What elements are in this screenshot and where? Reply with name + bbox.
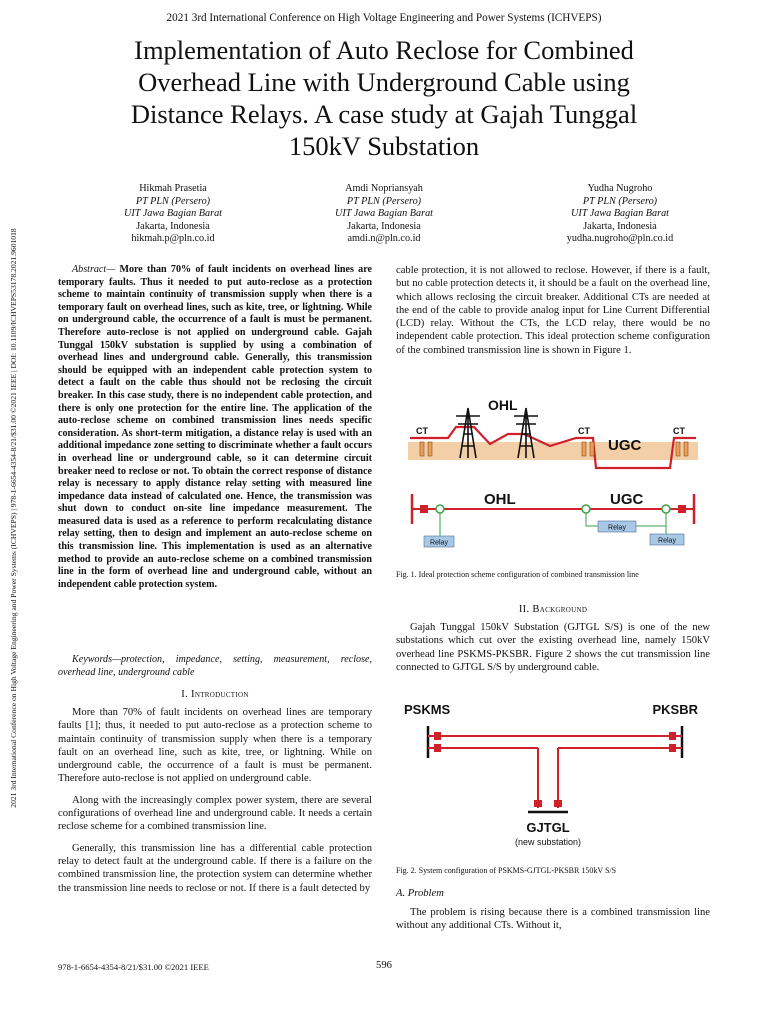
pskms-label: PSKMS [404, 702, 451, 717]
right-column-paragraph [396, 264, 710, 357]
background-body [396, 621, 710, 674]
relay-wire [586, 513, 598, 526]
abstract-body: More than 70% of fault incidents on overhead lines are temporary faults. Thus it needed to put auto-reclose as a protection scheme to maintain continuity of transmission supply when there is a temporary fault on overhead lines, such as kite, tree, or lightning. While on underground cable, the occurrence of a fault is must be permanent. Therefore auto-reclose is not applied on underground cable. Gajah Tunggal 150kV substation is supplied by using a combination of overhead lines and underground cable. Generally, this transmission should be equipped with an independent cable protection system to detect a fault on the cable thus should not be reclosing the circuit breaker. In this case study, there is no independent cable protection, and there is only one protection for the entire line. The application of the auto-reclose scheme on combined transmission lines needs specific consideration. As short-term mitigation, a distance relay is used with an additional impedance zone setting to discriminate whether a fault occurs in overhead line or underground cable, so it can determine circuit breaker need to reclose or not. To obtain the correct response of distance relay is necessary to apply distance relay setting with measured line impedance data instead of calculated one. Hence, the transmission was shut down to conduct on-site line impedance measurement. The measured data is used as a reference to perform recalculating distance relay setting, then to design and implement an auto-reclose scheme on this transmission line. This implementation is used as an alternative method to provide an auto-reclose scheme on a combined transmission line in the form of overhead line and underground cable, without an independent cable protection system. [58, 264, 372, 590]
author-org: PT PLN (Persero) [346, 195, 422, 207]
author-name: Hikmah Prasetia [139, 183, 207, 194]
relay-wire [636, 513, 666, 526]
relay-label: Relay [608, 524, 626, 532]
author-block [274, 183, 494, 246]
author-email[interactable]: amdi.n@pln.co.id [347, 233, 421, 245]
author-city: Jakarta, Indonesia [583, 220, 657, 232]
keywords [58, 654, 372, 679]
circuit-breaker-icon [678, 505, 686, 513]
author-city: Jakarta, Indonesia [347, 220, 421, 232]
doi-side-note: 2021 3rd International Conference on High Voltage Engineering and Power Systems (ICHVEPS) | 978-1-6654-4354-8/21/$31.00 ©2021 IEEE | DOI: 10.1109/ICHVEPS53178.2021.9601018 [9, 228, 18, 808]
author-unit: UIT Jawa Bagian Barat [570, 208, 669, 220]
introduction-body [58, 706, 372, 895]
keywords-text: Keywords—protection, impedance, setting, measurement, reclose, overhead line, underground cable [58, 654, 372, 678]
ohl-label-top: OHL [488, 397, 518, 413]
ct-node-icon [662, 505, 670, 513]
circuit-breaker-icon [434, 732, 676, 807]
figure-1-caption: Fig. 1. Ideal protection scheme configuration of combined transmission line [396, 570, 639, 579]
page-number: 596 [376, 960, 392, 971]
author-unit: UIT Jawa Bagian Barat [123, 208, 222, 220]
ct-label: CT [578, 426, 590, 436]
author-email[interactable]: hikmah.p@pln.co.id [131, 233, 215, 245]
ugc-label-bottom: UGC [610, 491, 644, 508]
gjtgl-sub-label: (new substation) [514, 837, 582, 847]
title-line: Overhead Line with Underground Cable using [138, 67, 630, 97]
title-line: Distance Relays. A case study at Gajah Tunggal [130, 99, 638, 129]
footer-copyright: 978-1-6654-4354-8/21/$31.00 ©2021 IEEE [58, 962, 209, 972]
pksbr-label: PKSBR [652, 702, 698, 717]
paper-title [40, 34, 728, 162]
relay-label: Relay [658, 537, 676, 545]
conference-header: 2021 3rd International Conference on High Voltage Engineering and Power Systems (ICHVEPS) [166, 12, 602, 24]
ugc-label-top: UGC [608, 437, 642, 454]
relay-label: Relay [430, 539, 448, 547]
circuit-breaker-icon [420, 505, 428, 513]
gjtgl-label: GJTGL [526, 820, 570, 835]
figure-2-system-configuration [398, 698, 708, 854]
figure-1-protection-scheme [398, 394, 708, 560]
author-block [510, 183, 730, 246]
title-line: Implementation of Auto Reclose for Combined [134, 35, 634, 65]
author-org: PT PLN (Persero) [135, 195, 211, 207]
ct-node-icon [436, 505, 444, 513]
paragraph: cable protection, it is not allowed to reclose. However, if there is a fault, but no cable protection detects it, it should be a fault on the overhead line, which allows reclosing the circuit breaker. Additional CTs are needed at the end of the cable to provide analog input for Line Current Differential (LCD) relay. Without the CTs, the LCD relay, there would be no independent cable protection. This ideal protection scheme configuration of the combined transmission line is shown in Figure 1. [396, 265, 710, 356]
section-heading-background: II. Background [518, 604, 588, 615]
author-name: Amdi Nopriansyah [345, 183, 423, 194]
paragraph: Along with the increasingly complex power system, there are several configurations of overhead line and underground cable. It needs a certain reclose scheme for a combined transmission line. [58, 794, 372, 833]
title-line: 150kV Substation [288, 131, 480, 161]
author-email[interactable]: yudha.nugroho@pln.co.id [566, 233, 674, 245]
ct-label: CT [416, 426, 428, 436]
paragraph: Gajah Tunggal 150kV Substation (GJTGL S/S) is one of the new substations which cut over the existing overhead line, namely 150kV overhead line PSKMS-PKSBR. Figure 2 shows the cut transmission line connected to GJTGL S/S by underground cable. [396, 622, 710, 673]
paragraph: More than 70% of fault incidents on overhead lines are temporary faults [1]; thus, it needed to put auto-reclose as a protection scheme to maintain continuity of transmission supply when there is a temporary fault on an overhead line, such as kite, tree, or lightning. While on underground cable, the occurrence of a fault is must be permanent. Therefore auto-reclose is not applied on underground cable. [58, 707, 372, 785]
paragraph: The problem is rising because there is a combined transmission line without any additional CTs. Without it, [396, 907, 710, 932]
paragraph: Generally, this transmission line has a differential cable protection relay to detect fault at the underground cable. If there is a failure on the combined transmission line, the protection system can determine whether the transmission line needs to reclose or not. If there is a fault detected by [58, 842, 372, 894]
ohl-label-bottom: OHL [484, 491, 516, 508]
abstract [58, 264, 372, 591]
ct-node-icon [582, 505, 590, 513]
abstract-lead: Abstract— [72, 264, 116, 275]
author-unit: UIT Jawa Bagian Barat [334, 208, 433, 220]
author-org: PT PLN (Persero) [582, 195, 658, 207]
ct-label: CT [673, 426, 685, 436]
author-city: Jakarta, Indonesia [136, 220, 210, 232]
author-block [63, 183, 283, 246]
subsection-heading-problem: A. Problem [396, 888, 444, 899]
author-name: Yudha Nugroho [587, 183, 653, 194]
section-heading-introduction: I. Introduction [181, 689, 249, 700]
figure-2-caption: Fig. 2. System configuration of PSKMS-GJTGL-PKSBR 150kV S/S [396, 866, 617, 875]
problem-body [396, 906, 710, 933]
